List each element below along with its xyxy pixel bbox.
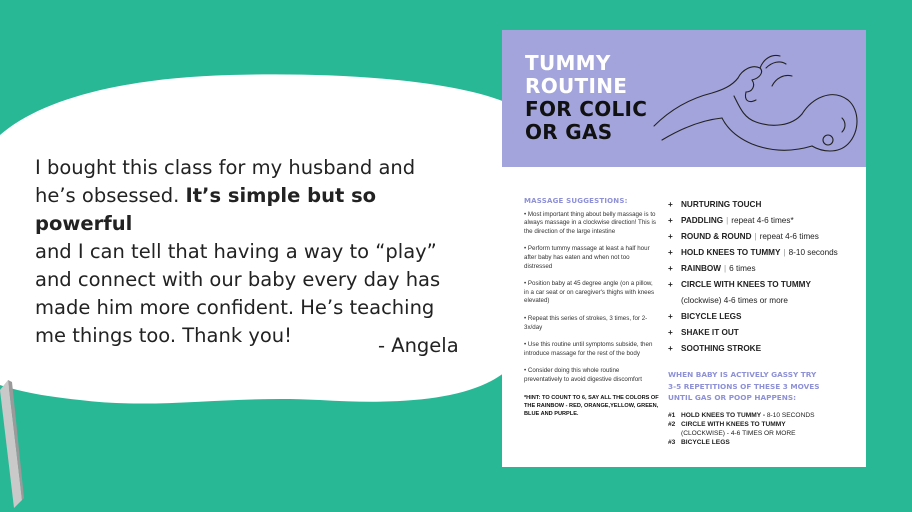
separator: |	[754, 232, 757, 241]
routine-item	[668, 245, 858, 261]
routine-name: CIRCLE WITH KNEES TO TUMMY	[681, 280, 811, 289]
plus-icon: +	[668, 232, 673, 241]
card-header	[502, 30, 866, 167]
routine-item	[668, 341, 858, 357]
testimonial-line: I bought this class for my husband and	[35, 156, 416, 179]
testimonial-author: - Angela	[378, 334, 459, 357]
step-name: HOLD KNEES TO TUMMY -	[681, 411, 766, 419]
separator: |	[783, 248, 786, 257]
testimonial-highlight: It’s simple but so powerful	[35, 184, 377, 235]
plus-icon: +	[668, 200, 673, 209]
gassy-steps	[668, 411, 858, 447]
testimonial-line-text: he’s obsessed.	[35, 184, 186, 207]
testimonial-text	[35, 154, 475, 350]
plus-icon: +	[668, 312, 673, 321]
step-name: BICYCLE LEGS	[681, 438, 730, 446]
suggestion-item: • Perform tummy massage at least a half hour after baby has eaten and when not too distressed	[524, 245, 650, 270]
massage-suggestions	[524, 197, 659, 418]
routine-name: ROUND & ROUND	[681, 232, 752, 241]
tummy-routine-card	[502, 30, 866, 467]
step-detail: 8-10 SECONDS	[765, 411, 815, 419]
title-line: ROUTINE	[525, 74, 628, 98]
suggestion-item: • Consider doing this whole routine preventatively to avoid digestive discomfort	[524, 367, 642, 383]
gassy-heading	[668, 369, 858, 404]
gassy-line: WHEN BABY IS ACTIVELY GASSY TRY	[668, 370, 817, 379]
step-number: #3	[668, 438, 676, 446]
step-name: CIRCLE WITH KNEES TO TUMMY	[681, 420, 786, 428]
routine-name: HOLD KNEES TO TUMMY	[681, 248, 781, 257]
routine-note: (clockwise) 4-6 times or more	[681, 296, 788, 305]
gassy-line: 3-5 REPETITIONS OF THESE 3 MOVES	[668, 381, 820, 391]
routine-name: SHAKE IT OUT	[681, 328, 739, 337]
testimonial-line: and connect with our baby every day has	[35, 268, 441, 291]
routine-item	[668, 197, 858, 213]
routine-reps: repeat 4-6 times	[759, 232, 819, 241]
routine-item	[668, 309, 858, 325]
plus-icon: +	[668, 264, 673, 273]
hint-note: *HINT: TO COUNT TO 6, SAY ALL THE COLORS OF THE RAINBOW - RED, ORANGE,YELLOW, GREEN, BLUE AND PURPLE.	[524, 394, 659, 417]
routine-reps: 6 times	[729, 264, 756, 273]
separator: |	[726, 216, 729, 225]
step-row	[668, 429, 858, 438]
title-line: OR GAS	[525, 120, 613, 144]
plus-icon: +	[668, 216, 673, 225]
title-line: FOR COLIC	[525, 97, 648, 121]
testimonial-line	[35, 182, 475, 238]
testimonial-line: me things too. Thank you!	[35, 324, 292, 347]
routine-name: SOOTHING STROKE	[681, 344, 762, 353]
decorative-stick	[0, 380, 30, 512]
suggestion-item: • Position baby at 45 degree angle (on a pillow, in a car seat or on caregiver's thighs with knees elevated)	[524, 280, 655, 305]
routine-name: BICYCLE LEGS	[681, 312, 742, 321]
routine-item	[668, 261, 858, 277]
routine-name: NURTURING TOUCH	[681, 200, 762, 209]
plus-icon: +	[668, 248, 673, 257]
routine-list	[668, 197, 858, 447]
suggestion-item: • Most important thing about belly massage is to always massage in a clockwise direction! This is the direction of the large intestine	[524, 210, 656, 235]
section-heading: MASSAGE SUGGESTIONS:	[524, 197, 628, 205]
routine-item	[668, 325, 858, 341]
gassy-line: UNTIL GAS OR POOP HAPPENS:	[668, 393, 797, 402]
routine-name: RAINBOW	[681, 264, 722, 273]
step-row	[668, 420, 858, 429]
routine-item	[668, 229, 858, 245]
step-row	[668, 438, 858, 447]
baby-massage-illustration	[652, 48, 864, 166]
routine-reps: 8-10 seconds	[788, 248, 838, 257]
routine-item	[668, 277, 858, 293]
testimonial-line: and I can tell that having a way to “play”	[35, 240, 437, 263]
suggestion-item: • Repeat this series of strokes, 3 times, for 2-3x/day	[524, 314, 648, 331]
title-line: TUMMY	[525, 51, 611, 75]
plus-icon: +	[668, 328, 673, 337]
routine-name: PADDLING	[681, 216, 724, 225]
step-number: #2	[668, 420, 676, 428]
routine-item	[668, 213, 858, 229]
suggestion-item: • Use this routine until symptoms subside, then introduce massage for the rest of the body	[524, 341, 653, 357]
routine-reps: repeat 4-6 times*	[731, 216, 794, 225]
plus-icon: +	[668, 344, 673, 353]
testimonial-line: made him more confident. He’s teaching	[35, 296, 435, 319]
card-title	[525, 52, 647, 144]
step-number: #1	[668, 411, 676, 419]
step-detail: (CLOCKWISE) - 4-6 TIMES OR MORE	[681, 429, 796, 437]
separator: |	[724, 264, 727, 273]
step-row	[668, 411, 858, 420]
plus-icon: +	[668, 280, 673, 289]
